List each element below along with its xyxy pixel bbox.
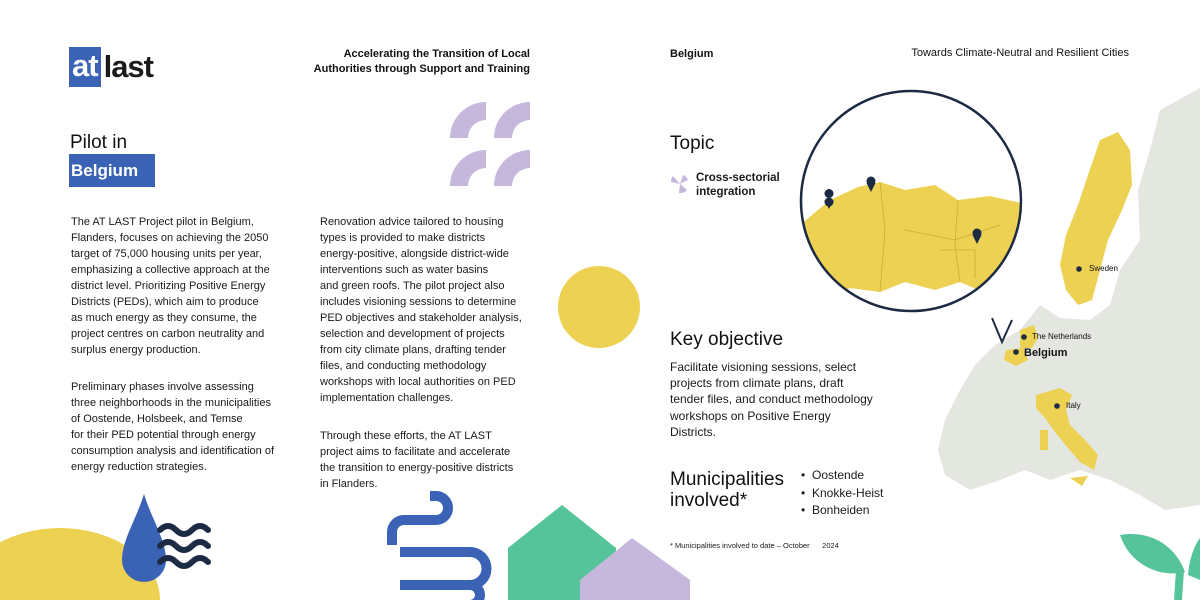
header-country: Belgium bbox=[670, 48, 714, 60]
pilot-title: Pilot in bbox=[70, 132, 128, 153]
map-label-italy: Italy bbox=[1066, 401, 1081, 410]
text-line: PED objectives and stakeholder analysis, bbox=[320, 312, 522, 324]
text-line: workshops on Positive Energy bbox=[670, 408, 831, 423]
text-line: emphasizing a collective approach at the bbox=[71, 264, 270, 276]
text-line: project centres on carbon neutrality and bbox=[71, 328, 265, 340]
map-label-belgium: Belgium bbox=[1024, 347, 1068, 359]
leaf-stem bbox=[1178, 570, 1180, 600]
text-line: Preliminary phases involve assessing bbox=[71, 381, 254, 393]
text-line: consumption analysis and identification of bbox=[71, 445, 275, 457]
municipalities-heading-line-2: involved* bbox=[670, 490, 748, 511]
text-line: Districts. bbox=[670, 424, 716, 439]
list-item: • Bonheiden bbox=[801, 502, 883, 520]
text-line: Renovation advice tailored to housing bbox=[320, 216, 504, 228]
leaf-icon bbox=[1188, 538, 1200, 580]
map-label-sweden: Sweden bbox=[1089, 264, 1118, 273]
text-line: energy-positive, alongside district-wide bbox=[320, 248, 509, 260]
pilot-country: Belgium bbox=[69, 154, 155, 187]
text-line: types is provided to make districts bbox=[320, 232, 486, 244]
text-line: files, and conducting methodology bbox=[320, 360, 487, 372]
text-line: target of 75,000 housing units per year, bbox=[71, 248, 262, 260]
text-line: Districts (PEDs), which aim to produce bbox=[71, 296, 259, 308]
logo-at: at bbox=[69, 47, 101, 87]
text-line: of Oostende, Holsbeek, and Temse bbox=[71, 413, 243, 425]
text-line: The AT LAST Project pilot in Belgium, bbox=[71, 216, 254, 228]
wind-icon bbox=[392, 496, 487, 600]
water-drop-icon bbox=[122, 494, 166, 582]
text-line: includes visioning sessions to determine bbox=[320, 296, 517, 308]
text-line: Flanders, focuses on achieving the 2050 bbox=[71, 232, 269, 244]
footnote: * Municipalities involved to date – October 2024 bbox=[670, 541, 839, 550]
text-line: Through these efforts, the AT LAST bbox=[320, 430, 492, 442]
map-label-netherlands: The Netherlands bbox=[1032, 332, 1092, 341]
text-line: the transition to energy-positive districts bbox=[320, 462, 514, 474]
topic-label-line-1: Cross-sectorial bbox=[696, 172, 780, 184]
text-line: implementation challenges. bbox=[320, 392, 454, 404]
text-line: as much energy as they consume, the bbox=[71, 312, 257, 324]
text-line: selection and development of projects bbox=[320, 328, 505, 340]
text-line: and green roofs. The pilot project also bbox=[320, 280, 505, 292]
text-line: tender files, and conduct methodology bbox=[670, 392, 873, 407]
topic-heading: Topic bbox=[670, 133, 715, 154]
text-line: interventions such as water basins bbox=[320, 264, 489, 276]
text-line: energy reduction strategies. bbox=[71, 461, 207, 473]
waves-icon bbox=[160, 526, 208, 566]
text-line: Facilitate visioning sessions, select bbox=[670, 360, 857, 374]
list-item: • Oostende bbox=[801, 467, 883, 485]
subtitle-line-1: Accelerating the Transition of Local bbox=[343, 48, 530, 60]
text-line: for their PED potential through energy bbox=[71, 429, 256, 441]
text-line: from city climate plans, drafting tender bbox=[320, 344, 506, 356]
header-tagline: Towards Climate-Neutral and Resilient Cities bbox=[911, 47, 1129, 59]
topic-label-line-2: integration bbox=[696, 186, 756, 198]
text-line: project aims to facilitate and accelerate bbox=[320, 446, 511, 458]
text-line: three neighborhoods in the municipalities bbox=[71, 397, 271, 409]
text-line: projects from climate plans, draft bbox=[670, 376, 844, 391]
list-item: • Knokke-Heist bbox=[801, 485, 883, 503]
logo-last: last bbox=[103, 49, 153, 84]
text-line: in Flanders. bbox=[320, 478, 378, 490]
text-line: district level. Prioritizing Positive Energy bbox=[71, 280, 266, 292]
municipalities-heading-line-1: Municipalities bbox=[670, 469, 785, 490]
subtitle-line-2: Authorities through Support and Training bbox=[313, 63, 530, 75]
text-line: workshops with local authorities on PED bbox=[320, 376, 516, 388]
key-objective-heading: Key objective bbox=[670, 329, 784, 350]
leaf-icon bbox=[1120, 534, 1185, 573]
text-line: surplus energy production. bbox=[71, 344, 201, 356]
